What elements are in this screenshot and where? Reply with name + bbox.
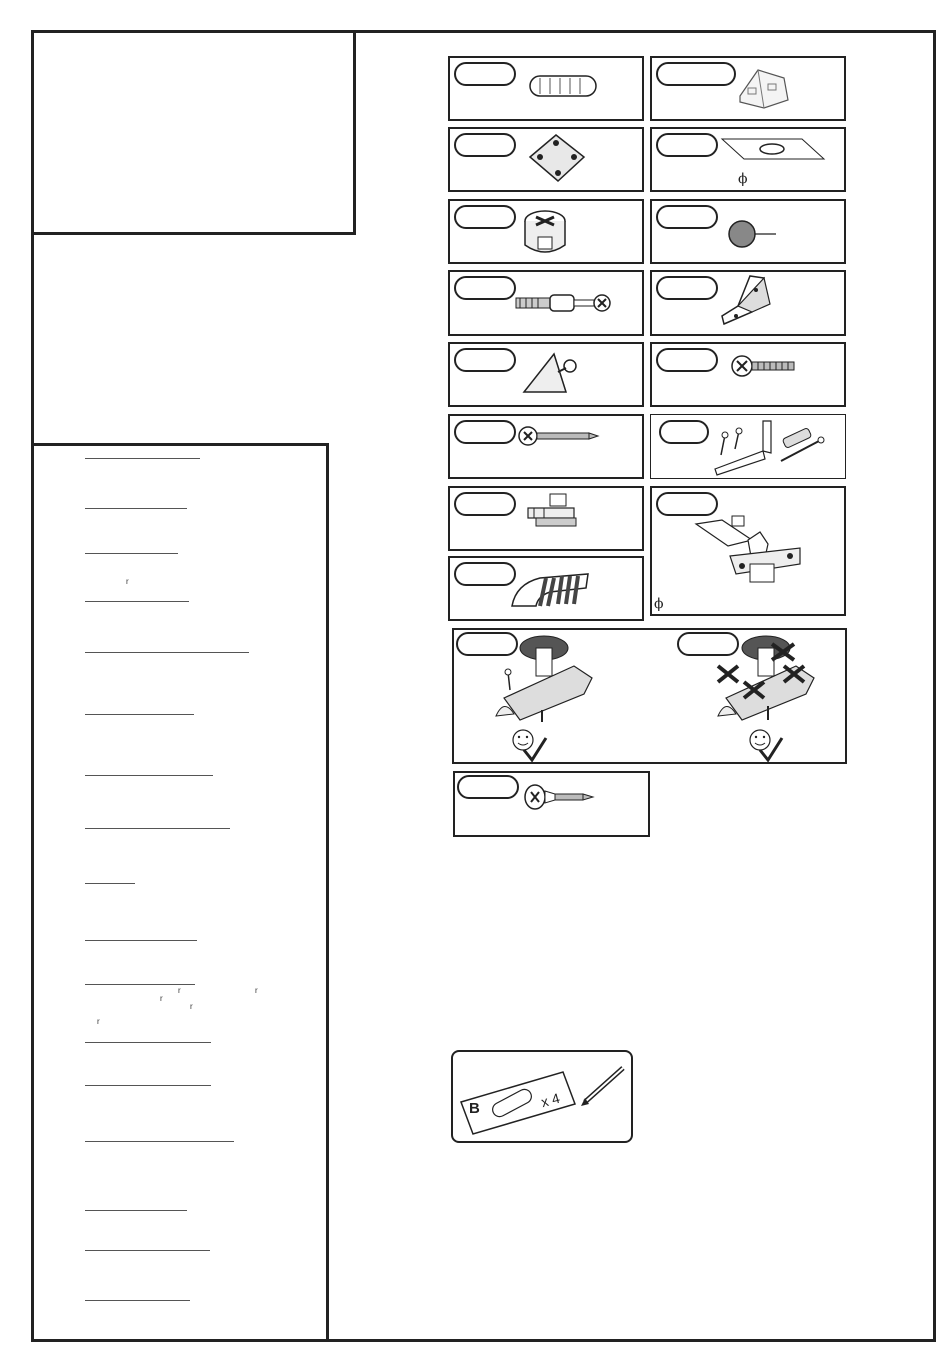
list-line [85,714,194,715]
list-line [85,553,178,554]
parts-list-panel [31,443,329,1340]
part-box-rail-clip [448,556,644,621]
diameter-symbol: ϕ [654,596,664,612]
title-box [31,30,356,235]
list-line [85,1300,190,1301]
example-card [451,1050,633,1143]
list-line [85,1085,211,1086]
r-mark: r [160,994,163,1003]
part-box-corner-block [650,56,846,121]
part-box-mounting-plate [448,127,644,192]
part-box-long-screw [448,414,644,479]
list-line [85,828,230,829]
felt-pad-nail-icon [652,201,844,262]
part-box-cam-bolt [448,270,644,336]
hinge-plate-icon [450,488,642,549]
countersunk-screw-icon [455,773,648,835]
part-box-cam-lock [448,199,644,264]
r-mark: r [126,577,129,586]
example-quantity: x 4 [539,1089,562,1111]
list-line [85,883,135,884]
cam-bolt-icon [450,272,642,334]
washer-disc-icon [652,129,844,190]
list-line [85,458,200,459]
part-box-wall-fixing [650,414,846,479]
part-box-countersunk-screw [453,771,650,837]
r-mark: r [255,986,258,995]
list-line [85,1250,210,1251]
list-line [85,940,197,941]
part-box-shelf-support [448,342,644,407]
r-mark: r [178,986,181,995]
cam-lock-icon [450,201,642,262]
long-screw-icon [450,416,642,477]
r-mark: r [97,1017,100,1026]
list-line [85,652,249,653]
list-line [85,508,187,509]
part-box-concealed-hinge [650,486,846,616]
wall-fixing-kit-icon [651,415,845,478]
part-box-adjustable-feet [452,628,847,764]
list-line [85,601,189,602]
part-box-short-screw [650,342,846,407]
list-line [85,1042,211,1043]
part-box-angle-bracket [650,270,846,336]
list-line [85,984,195,985]
corner-block-icon [652,58,844,119]
mounting-plate-icon [450,129,642,190]
example-letter: B [469,1100,480,1117]
list-line [85,1141,234,1142]
part-box-hinge-plate [448,486,644,551]
wooden-dowel-icon [450,58,642,119]
r-mark: r [190,1002,193,1011]
part-box-washer [650,127,846,192]
adjustable-foot-incorrect-icon [454,630,845,762]
short-screw-icon [652,344,844,405]
pencil-icon [581,1068,623,1106]
part-box-felt-pad [650,199,846,264]
part-box-dowel [448,56,644,121]
rail-clip-icon [450,558,642,619]
list-line [85,775,213,776]
concealed-hinge-icon [652,488,844,614]
diameter-symbol: ϕ [738,171,748,187]
angle-bracket-icon [652,272,844,334]
shelf-support-icon [450,344,642,405]
list-line [85,1210,187,1211]
